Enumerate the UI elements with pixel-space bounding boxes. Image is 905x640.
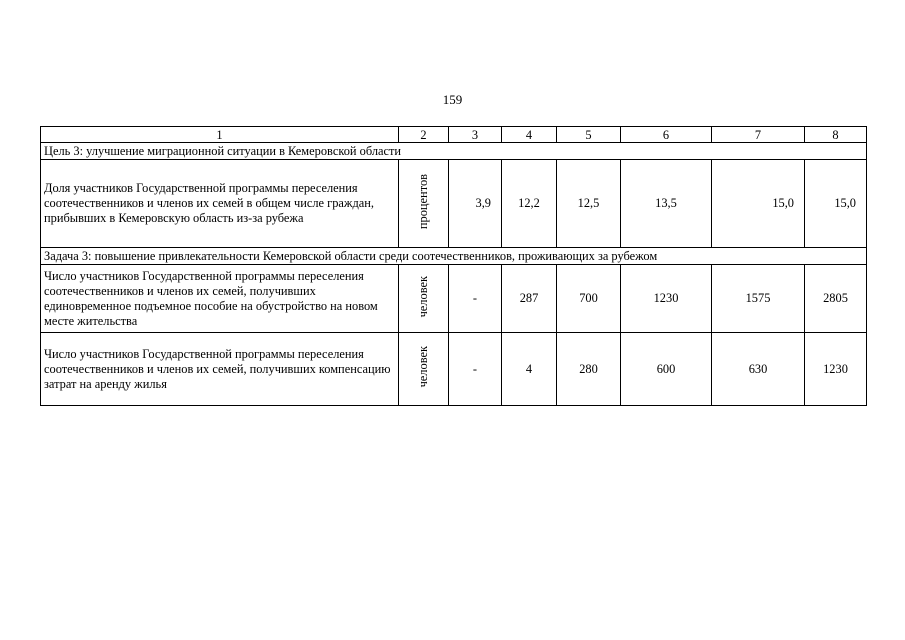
indicator-value: 12,2 (502, 160, 557, 248)
indicator-value: 1230 (621, 265, 712, 333)
goal-row (41, 143, 867, 160)
indicator-value: 13,5 (621, 160, 712, 248)
indicator-value: 3,9 (449, 160, 502, 248)
indicator-value: 15,0 (712, 160, 805, 248)
indicator-value: 280 (557, 333, 621, 406)
indicator-description: Число участников Государственной программы переселения соотечественников и членов их семей, получивших компенсацию затрат на аренду жилья (41, 333, 399, 406)
indicator-value: - (449, 265, 502, 333)
column-header: 3 (449, 127, 502, 143)
table-header-row (41, 127, 867, 143)
task-row (41, 248, 867, 265)
indicator-value: 600 (621, 333, 712, 406)
indicator-value: 4 (502, 333, 557, 406)
indicator-value: 287 (502, 265, 557, 333)
indicator-value: 1230 (805, 333, 867, 406)
indicator-value: 2805 (805, 265, 867, 333)
column-header: 2 (399, 127, 449, 143)
indicator-value: 15,0 (805, 160, 867, 248)
table-row (41, 265, 867, 333)
task-text: Задача 3: повышение привлекательности Кемеровской области среди соотечественников, проживающих за рубежом (41, 248, 867, 265)
page-number: 159 (442, 92, 463, 107)
indicator-value: 700 (557, 265, 621, 333)
column-header: 8 (805, 127, 867, 143)
column-header: 5 (557, 127, 621, 143)
goal-text: Цель 3: улучшение миграционной ситуации в Кемеровской области (41, 143, 867, 160)
column-header: 4 (502, 127, 557, 143)
indicator-value: 1575 (712, 265, 805, 333)
indicator-value: - (449, 333, 502, 406)
indicator-unit-cell (399, 333, 449, 406)
indicator-description: Доля участников Государственной программы переселения соотечественников и членов их семей в общем числе граждан, прибывших в Кемеровскую область из-за рубежа (41, 160, 399, 248)
indicator-value: 630 (712, 333, 805, 406)
column-header: 1 (41, 127, 399, 143)
indicator-unit: человек (416, 275, 430, 318)
table-row (41, 333, 867, 406)
table-row (41, 160, 867, 248)
indicators-table (40, 126, 867, 406)
column-header: 6 (621, 127, 712, 143)
indicator-unit: процентов (416, 173, 430, 230)
column-header: 7 (712, 127, 805, 143)
indicator-unit-cell (399, 265, 449, 333)
indicator-description: Число участников Государственной программы переселения соотечественников и членов их семей, получивших единовременное подъемное пособие на обустройство на новом месте жительства (41, 265, 399, 333)
indicator-unit: человек (416, 346, 430, 388)
indicator-unit-cell (399, 160, 449, 248)
indicator-value: 12,5 (557, 160, 621, 248)
